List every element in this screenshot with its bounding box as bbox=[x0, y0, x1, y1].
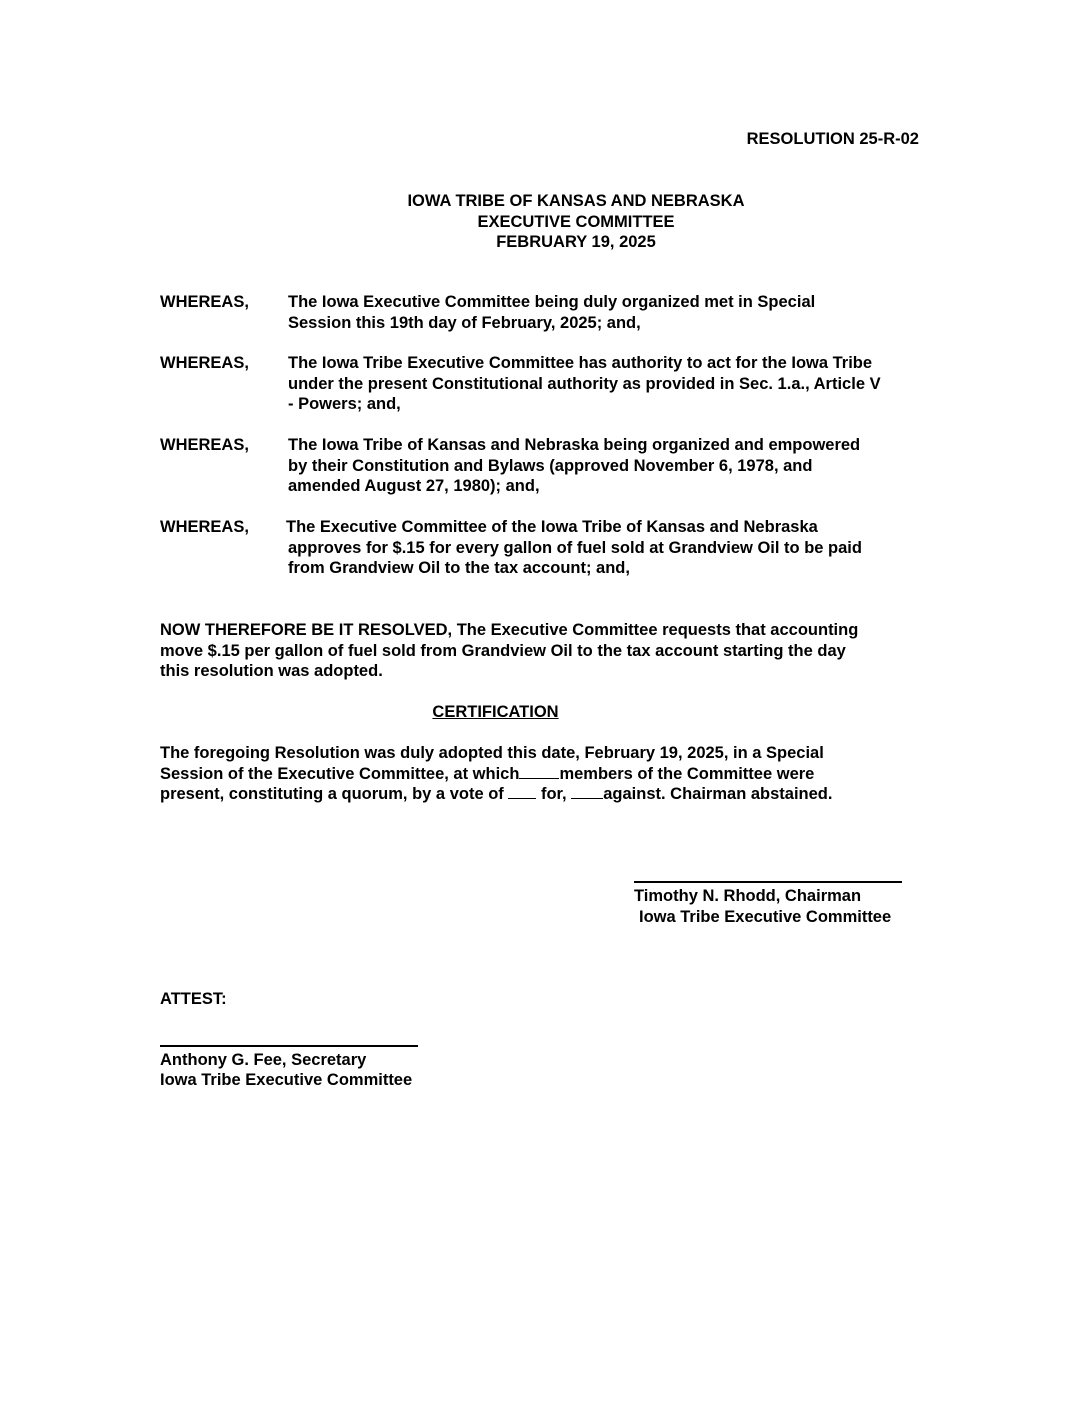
certification-line bbox=[160, 764, 920, 785]
resolved-clause bbox=[160, 620, 930, 682]
chairman-title: Iowa Tribe Executive Committee bbox=[639, 908, 892, 926]
whereas-line: - Powers; and, bbox=[288, 395, 401, 413]
whereas-line: from Grandview Oil to the tax account; and, bbox=[288, 559, 630, 577]
chairman-signature-line[interactable] bbox=[634, 881, 902, 883]
heading-tribe-name: IOWA TRIBE OF KANSAS AND NEBRASKA bbox=[407, 192, 745, 210]
whereas-label: WHEREAS, bbox=[160, 293, 249, 311]
votes-against-blank[interactable] bbox=[571, 784, 603, 799]
document-heading bbox=[0, 191, 1088, 253]
whereas-clause-2 bbox=[160, 353, 940, 415]
secretary-signature-line[interactable] bbox=[160, 1045, 418, 1047]
resolved-line: this resolution was adopted. bbox=[160, 662, 383, 680]
certification-title: CERTIFICATION bbox=[432, 703, 559, 721]
whereas-line: The Iowa Tribe of Kansas and Nebraska being organized and empowered bbox=[288, 436, 861, 454]
heading-committee: EXECUTIVE COMMITTEE bbox=[477, 212, 675, 231]
whereas-clause-1 bbox=[160, 292, 940, 333]
secretary-title: Iowa Tribe Executive Committee bbox=[160, 1071, 413, 1089]
whereas-line: amended August 27, 1980); and, bbox=[288, 477, 540, 495]
resolution-number: RESOLUTION 25-R-02 bbox=[746, 130, 919, 148]
certification-text-segment: against. Chairman abstained. bbox=[603, 785, 833, 803]
whereas-line: approves for $.15 for every gallon of fuel sold at Grandview Oil to be paid bbox=[288, 538, 862, 557]
certification-text-segment: members of the Committee were bbox=[559, 764, 815, 783]
certification-text-segment: Session of the Executive Committee, at which bbox=[160, 764, 520, 783]
heading-date: FEBRUARY 19, 2025 bbox=[496, 233, 656, 251]
whereas-line: Session this 19th day of February, 2025; and, bbox=[288, 313, 641, 332]
certification-line: The foregoing Resolution was duly adopted this date, February 19, 2025, in a Special bbox=[160, 744, 824, 762]
whereas-line: The Iowa Tribe Executive Committee has authority to act for the Iowa Tribe bbox=[288, 354, 873, 372]
members-count-blank[interactable] bbox=[519, 764, 559, 779]
whereas-clause-4 bbox=[160, 517, 940, 579]
resolved-line: NOW THEREFORE BE IT RESOLVED, The Executive Committee requests that accounting bbox=[160, 621, 859, 639]
whereas-line: under the present Constitutional authority as provided in Sec. 1.a., Article V bbox=[288, 374, 881, 393]
whereas-label: WHEREAS, bbox=[160, 436, 249, 454]
whereas-line: The Iowa Executive Committee being duly organized met in Special bbox=[288, 293, 816, 311]
secretary-name: Anthony G. Fee, Secretary bbox=[160, 1051, 367, 1069]
attest-label: ATTEST: bbox=[160, 990, 227, 1008]
whereas-label: WHEREAS, bbox=[160, 354, 249, 372]
whereas-label: WHEREAS, bbox=[160, 518, 249, 536]
votes-for-blank[interactable] bbox=[508, 784, 536, 799]
whereas-clause-3 bbox=[160, 435, 940, 497]
certification-text bbox=[160, 743, 920, 805]
whereas-line: The Executive Committee of the Iowa Tribe of Kansas and Nebraska bbox=[286, 518, 818, 536]
chairman-name: Timothy N. Rhodd, Chairman bbox=[634, 887, 862, 905]
certification-line bbox=[160, 784, 920, 805]
certification-text-segment: for, bbox=[540, 785, 567, 803]
resolved-line: move $.15 per gallon of fuel sold from Grandview Oil to the tax account starting the day bbox=[160, 641, 846, 660]
certification-text-segment: present, constituting a quorum, by a vote of bbox=[160, 785, 504, 803]
whereas-line: by their Constitution and Bylaws (approved November 6, 1978, and bbox=[288, 456, 813, 475]
